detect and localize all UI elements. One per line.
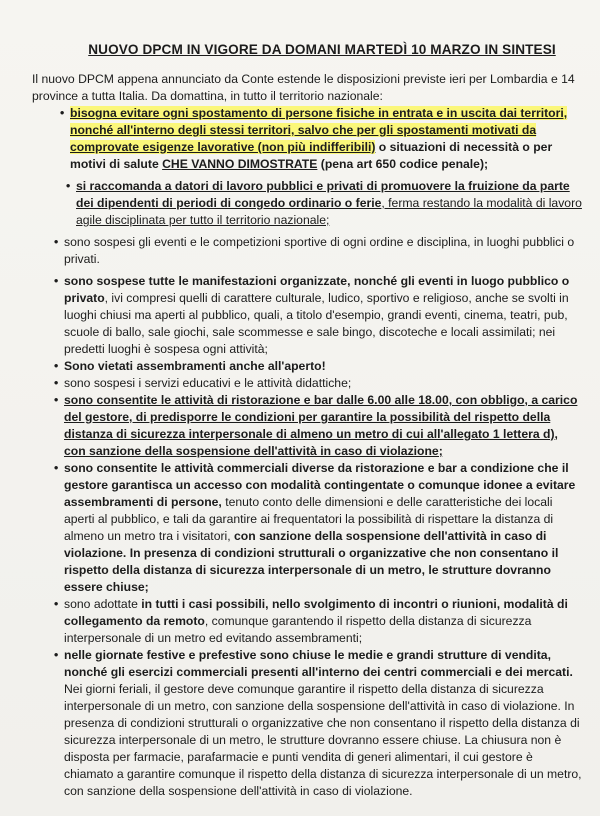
list-item-manifestazioni: • sono sospese tutte le manifestazioni organizzate, nonché gli eventi in luogo pubblico o privato, ivi compresi quelli di carattere culturale, ludico, sportivo e religioso, anche se svolti in luoghi chiusi ma aperti al pubblico, quali, a titolo d'esempio, grandi eventi, cinema, teatri, pub, scuole di ballo, sale giochi, sale scommesse e sale bingo, discoteche e locali assimilati; nei predetti luoghi è sospesa ogni attività; [54,273,582,358]
list-item-assembramenti: • Sono vietati assembramenti anche all'aperto! [54,358,582,375]
intro-paragraph: Il nuovo DPCM appena annunciato da Conte estende le disposizioni previste ieri per Lombardia e 14 province a tutta Italia. Da domattina, in tutto il territorio nazionale: [32,72,575,103]
list-item-eventi-sportivi: • sono sospesi gli eventi e le competizioni sportive di ogni ordine e disciplina, in luoghi pubblici o privati. [54,234,582,268]
list-item-congedo: • si raccomanda a datori di lavoro pubblici e privati di promuovere la fruizione da parte dei dipendenti di periodi di congedo ordinario o ferie, ferma restando la modalità di lavoro agile disciplinata per tutto il territorio nazionale; [66,178,582,229]
highlighted-text: bisogna evitare ogni spostamento di persone fisiche in entrata e in uscita dai territori, nonché all'interno degli stessi territori, salvo che per gli spostamenti motivati da comprovate esigenze lavorative (non più indifferibili) [70,106,568,154]
list-item-attivita-commerciali: • sono consentite le attività commerciali diverse da ristorazione e bar a condizione che il gestore garantisca un accesso con modalità contingentate o comunque idonee a evitare assembramenti di persone, tenuto conto delle dimensioni e delle caratteristiche dei locali aperti al pubblico, e tali da garantire ai frequentatori la possibilità di rispettare la distanza di almeno un metro tra i visitatori, con sanzione della sospensione dell'attività in caso di violazione. In presenza di condizioni strutturali o organizzative che non consentano il rispetto della distanza di sicurezza interpersonale di un metro, le strutture dovranno essere chiuse; [54,460,582,596]
provisions-list [32,105,582,800]
list-item-giornate-festive: • nelle giornate festive e prefestive sono chiuse le medie e grandi strutture di vendita, nonché gli esercizi commerciali presenti all'interno dei centri commerciali e dei mercati. Nei giorni feriali, il gestore deve comunque garantire il rispetto della distanza di sicurezza interpersonale di un metro, con sanzione della sospensione dell'attività in caso di violazione. In presenza di condizioni strutturali o organizzative che non consentano il rispetto della distanza di sicurezza interpersonale di un metro, le strutture dovranno essere chiuse. La chiusura non è disposta per farmacie, parafarmacie e punti vendita di generi alimentari, il cui gestore è chiamato a garantire comunque il rispetto della distanza di sicurezza interpersonale di un metro, con sanzione della sospensione dell'attività in caso di violazione. [54,647,582,800]
list-item-didattica: • sono sospesi i servizi educativi e le attività didattiche; [54,375,582,392]
list-item-spostamenti: • bisogna evitare ogni spostamento di persone fisiche in entrata e in uscita dai territori, nonché all'interno degli stessi territori, salvo che per gli spostamenti motivati da comprovate esigenze lavorative (non più indifferibili) o situazioni di necessità o per motivi di salute CHE VANNO DIMOSTRATE (pena art 650 codice penale); [60,105,582,173]
document-title: NUOVO DPCM IN VIGORE DA DOMANI MARTEDÌ 10 MARZO IN SINTESI [88,42,556,57]
list-item-ristorazione: • sono consentite le attività di ristorazione e bar dalle 6.00 alle 18.00, con obbligo, a carico del gestore, di predisporre le condizioni per garantire la possibilità del rispetto della distanza di sicurezza interpersonale di almeno un metro di cui all'allegato 1 lettera d), con sanzione della sospensione dell'attività in caso di violazione; [54,392,582,460]
list-item-riunioni-remoto: • sono adottate in tutti i casi possibili, nello svolgimento di incontri o riunioni, modalità di collegamento da remoto, comunque garantendo il rispetto della distanza di sicurezza interpersonale di un metro ed evitando assembramenti; [54,596,582,647]
